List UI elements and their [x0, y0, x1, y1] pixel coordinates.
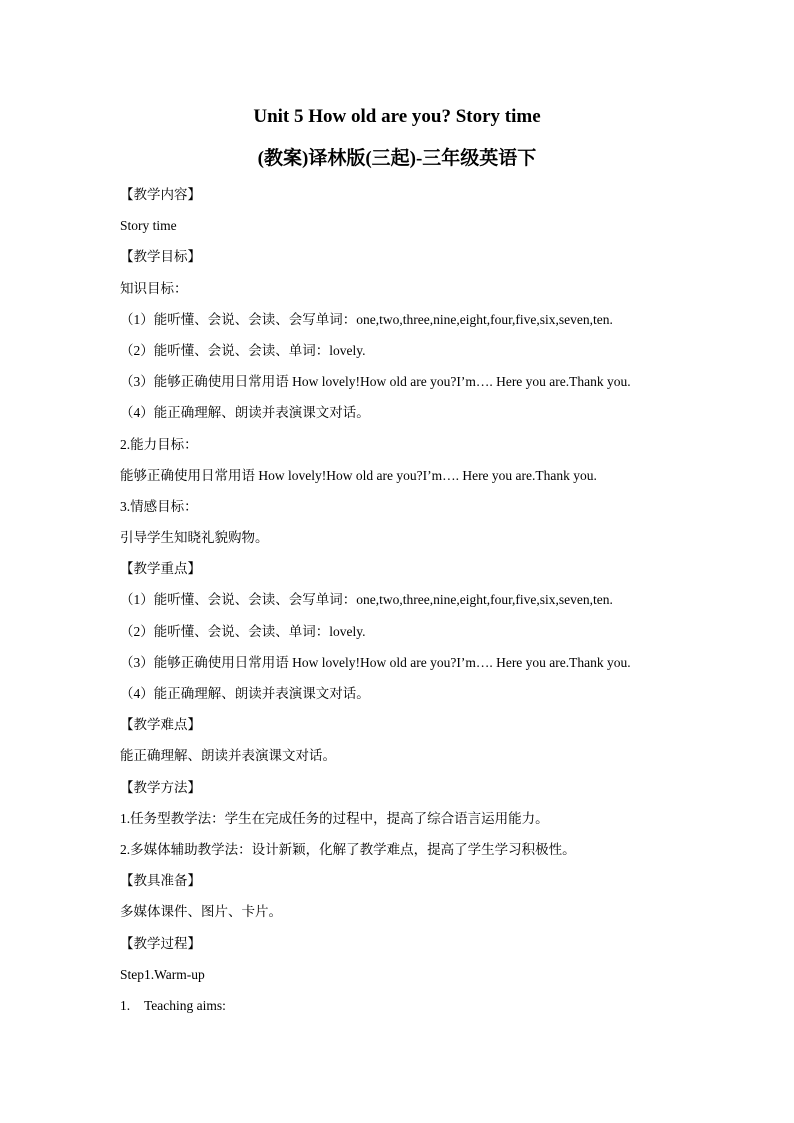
paragraph: 2.多媒体辅助教学法：设计新颖，化解了教学难点，提高了学生学习积极性。	[120, 841, 576, 857]
paragraph: （1）能听懂、会说、会读、会写单词：one,two,three,nine,eight,four,five,six,seven,ten.	[120, 592, 613, 608]
paragraph: （1）能听懂、会说、会读、会写单词：one,two,three,nine,eight,four,five,six,seven,ten.	[120, 311, 613, 327]
document-subtitle: (教案)译林版(三起)-三年级英语下	[257, 148, 537, 169]
paragraph: 1.任务型教学法：学生在完成任务的过程中，提高了综合语言运用能力。	[120, 810, 549, 826]
section-heading-process: 【教学过程】	[120, 935, 201, 951]
paragraph: 知识目标：	[120, 280, 188, 296]
paragraph: 能正确理解、朗读并表演课文对话。	[120, 748, 336, 764]
numbered-list-item	[120, 995, 720, 1026]
section-heading-content: 【教学内容】	[120, 187, 201, 202]
document-body	[120, 184, 720, 1026]
paragraph: （4）能正确理解、朗读并表演课文对话。	[120, 405, 370, 421]
section-heading-methods: 【教学方法】	[120, 779, 201, 795]
section-heading-difficulties: 【教学难点】	[120, 717, 201, 733]
paragraph: 3.情感目标：	[120, 498, 198, 514]
paragraph: 多媒体课件、图片、卡片。	[120, 904, 282, 920]
paragraph: 2.能力目标：	[120, 436, 198, 452]
paragraph: （4）能正确理解、朗读并表演课文对话。	[120, 686, 370, 701]
paragraph: 能够正确使用日常用语 How lovely!How old are you?I’m…. Here you are.Thank you.	[120, 467, 597, 483]
section-heading-objectives: 【教学目标】	[120, 249, 201, 265]
document-title: Unit 5 How old are you? Story time	[253, 106, 541, 127]
section-heading-key-points: 【教学重点】	[120, 561, 201, 577]
paragraph: 引导学生知晓礼貌购物。	[120, 530, 269, 546]
paragraph: （2）能听懂、会说、会读、单词：lovely.	[120, 342, 366, 358]
list-number: 1.	[120, 997, 131, 1013]
section-heading-materials: 【教具准备】	[120, 873, 201, 889]
paragraph: （2）能听懂、会说、会读、单词：lovely.	[120, 623, 366, 639]
paragraph: Step1.Warm-up	[120, 966, 205, 982]
paragraph: Story time	[120, 218, 177, 234]
paragraph: （3）能够正确使用日常用语 How lovely!How old are you?I’m…. Here you are.Thank you.	[120, 374, 631, 390]
list-item-text: Teaching aims:	[144, 997, 226, 1013]
paragraph: （3）能够正确使用日常用语 How lovely!How old are you?I’m…. Here you are.Thank you.	[120, 654, 631, 670]
